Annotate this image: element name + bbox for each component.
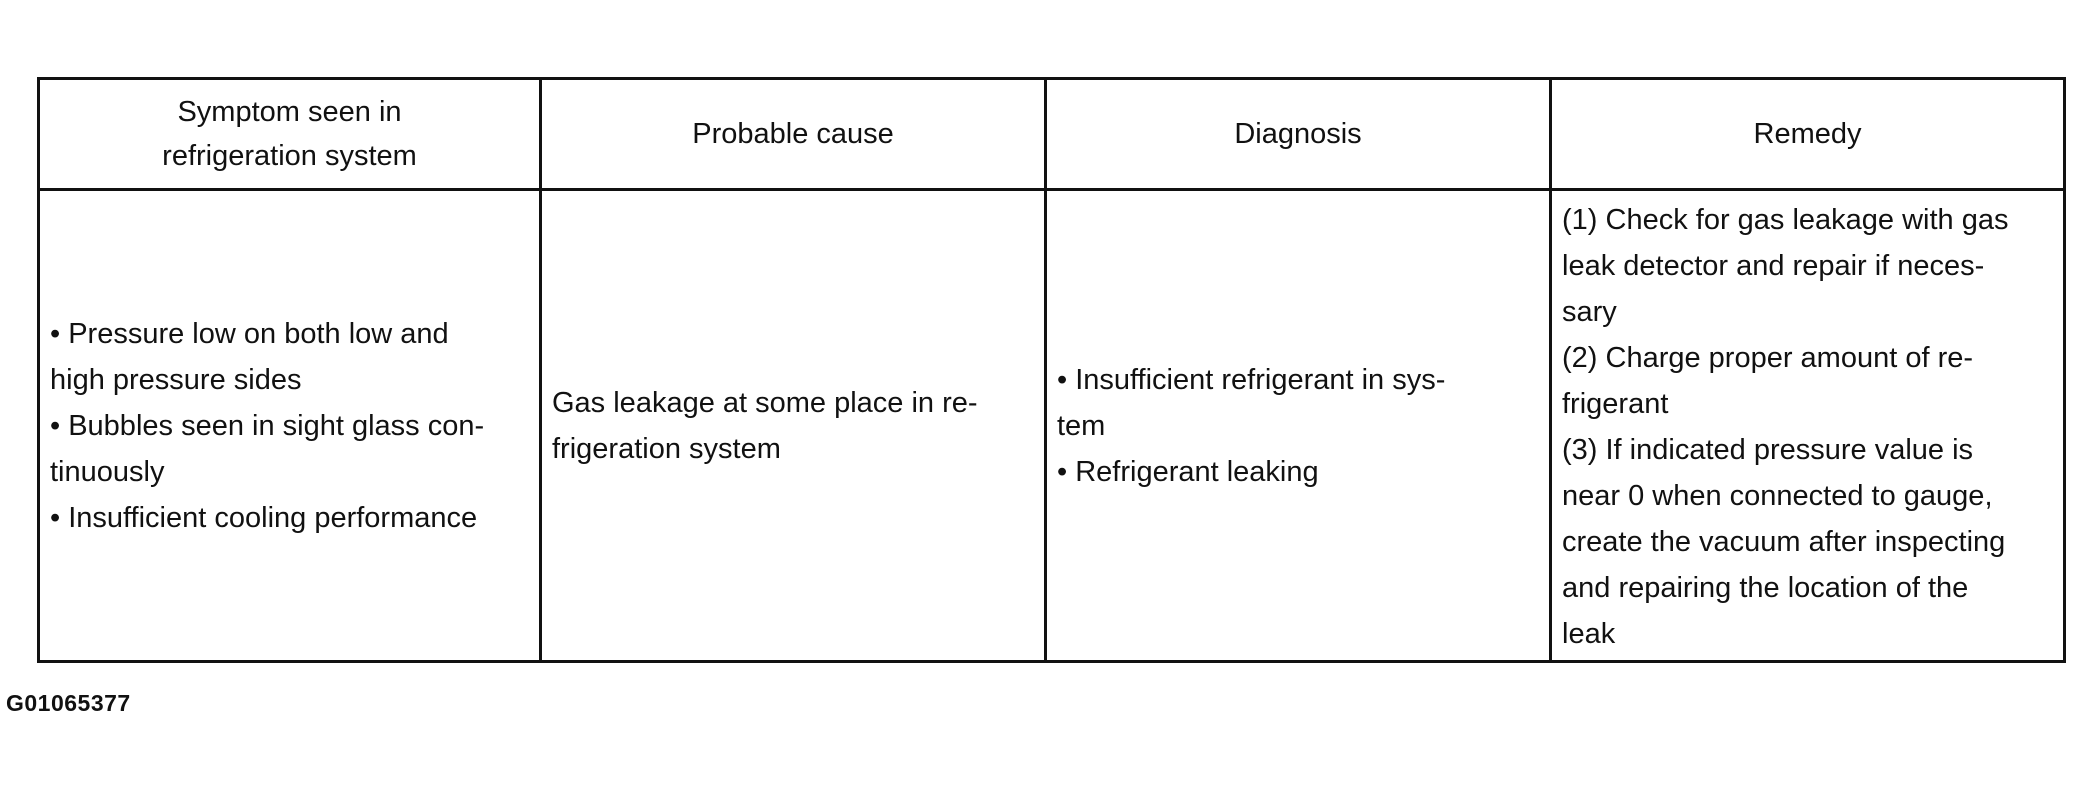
table-row <box>39 190 2065 662</box>
diagnosis-line: • Refrigerant leaking <box>1057 455 1319 488</box>
remedy-line: (3) If indicated pressure value is <box>1562 434 1974 466</box>
diagnosis-table <box>37 77 2066 663</box>
symptom-line: tinuously <box>50 455 165 488</box>
header-symptom-line-1: Symptom seen in <box>177 96 402 128</box>
header-symptom-line-2: refrigeration system <box>162 140 417 172</box>
remedy-line: create the vacuum after inspecting <box>1562 526 2006 558</box>
symptom-line: • Bubbles seen in sight glass con- <box>50 409 485 442</box>
diagnosis-line: tem <box>1057 409 1106 442</box>
remedy-line: near 0 when connected to gauge, <box>1562 480 1993 512</box>
cell-probable-cause <box>541 190 1046 662</box>
remedy-line: (1) Check for gas leakage with gas <box>1562 204 2009 236</box>
header-probable-cause: Probable cause <box>541 79 1046 190</box>
remedy-line: sary <box>1562 296 1617 328</box>
figure-code: G01065377 <box>6 690 131 716</box>
header-remedy: Remedy <box>1551 79 2065 190</box>
symptom-line: • Pressure low on both low and <box>50 317 449 350</box>
symptom-line: • Insufficient cooling performance <box>50 501 478 534</box>
remedy-line: leak detector and repair if neces- <box>1562 250 1985 282</box>
remedy-line: (2) Charge proper amount of re- <box>1562 342 1974 374</box>
cell-remedy <box>1551 190 2065 662</box>
table-header-row <box>39 79 2065 190</box>
header-diagnosis: Diagnosis <box>1046 79 1551 190</box>
remedy-line: and repairing the location of the <box>1562 572 1969 604</box>
remedy-line: frigerant <box>1562 388 1669 420</box>
header-symptom <box>39 79 541 190</box>
cell-diagnosis <box>1046 190 1551 662</box>
symptom-line: high pressure sides <box>50 363 302 396</box>
diagnosis-line: • Insufficient refrigerant in sys- <box>1057 363 1446 396</box>
cause-line: Gas leakage at some place in re- <box>552 386 978 419</box>
remedy-line: leak <box>1562 618 1616 650</box>
cell-symptom <box>39 190 541 662</box>
cause-line: frigeration system <box>552 432 781 465</box>
